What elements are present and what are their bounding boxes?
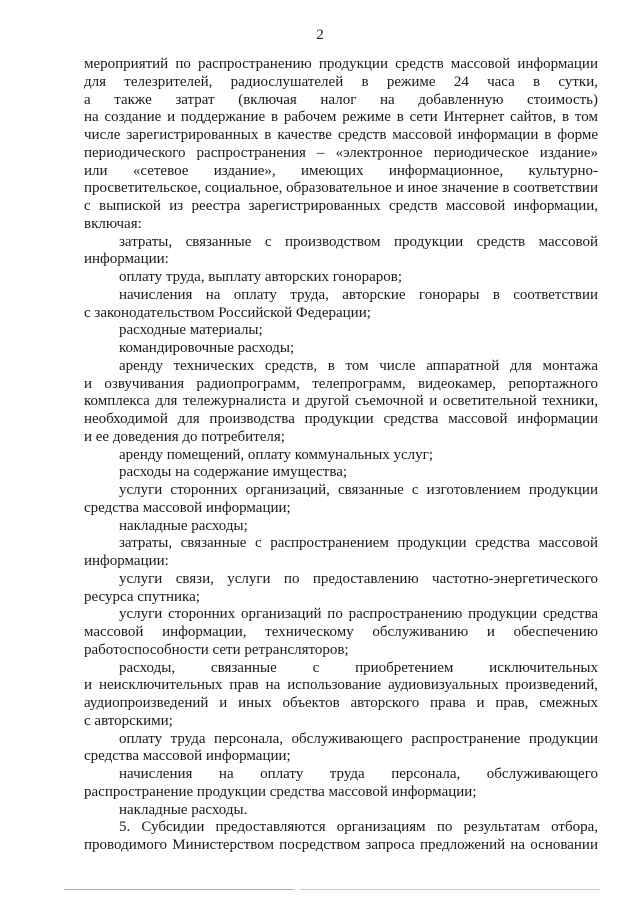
text-line: с законодательством Российской Федерации; [84, 304, 371, 321]
text-line: расходы, связанные с приобретением исключительных [119, 659, 598, 676]
text-line: с авторскими; [84, 712, 173, 729]
text-line: мероприятий по распространению продукции средств массовой информации [84, 56, 598, 72]
text-line: оплату труда, выплату авторских гонораров; [119, 269, 402, 285]
text-line: затраты, связанные с производством продукции средств массовой [119, 233, 598, 250]
text-line: услуги связи, услуги по предоставлению частотно-энергетического [119, 570, 598, 587]
text-line: расходы на содержание имущества; [119, 464, 348, 481]
text-line: распространение продукции средства массовой информации; [84, 783, 477, 800]
text-line: накладные расходы. [119, 801, 248, 818]
text-line: комплекса для тележурналиста и другой съемочной и осветительной техники, [84, 393, 598, 410]
text-line: услуги сторонних организаций по распространению продукции средства [119, 606, 598, 623]
text-line: командировочные расходы; [119, 340, 295, 356]
text-line: или «сетевое издание», имеющих информационное, культурно- [84, 162, 598, 179]
text-line: с выпиской из реестра зарегистрированных средств массовой информации, [84, 198, 598, 214]
text-line: а также затрат (включая налог на добавленную стоимость) [84, 91, 598, 108]
text-line: проводимого Министерством посредством запроса предложений на основании [84, 837, 598, 853]
text-line: накладные расходы; [119, 517, 248, 534]
text-line: аренду технических средств, в том числе аппаратной для монтажа [119, 357, 598, 374]
text-line: начисления на оплату труда персонала, обслуживающего [119, 766, 598, 782]
page-number: 2 [316, 27, 324, 43]
text-line: аренду помещений, оплату коммунальных услуг; [119, 446, 433, 463]
text-line: средства массовой информации; [84, 748, 291, 765]
text-line: услуги сторонних организаций, связанные с изготовлением продукции [119, 482, 598, 498]
text-line: включая: [84, 215, 142, 232]
text-line: просветительское, социальное, образовательное и иное значение в соответствии [84, 180, 598, 197]
text-line: необходимой для производства продукции средства массовой информации [84, 411, 598, 427]
text-line: для телезрителей, радиослушателей в режиме 24 часа в сутки, [84, 73, 598, 90]
text-line: информации: [84, 553, 169, 569]
text-line: числе зарегистрированных в качестве средств массовой информации в форме [84, 127, 598, 143]
text-line: и озвучивания радиопрограмм, телепрограмм, видеокамер, репортажного [84, 375, 598, 392]
document-body [84, 56, 598, 855]
text-line: на создание и поддержание в рабочем режиме в сети Интернет сайтов, в том [84, 109, 598, 126]
text-line: работоспособности сети ретрансляторов; [84, 641, 349, 658]
text-line: информации: [84, 251, 169, 268]
text-line: массовой информации, техническому обслуживанию и обеспечению [84, 624, 598, 640]
footer-divider-faint [300, 889, 600, 890]
text-line: ресурса спутника; [84, 588, 200, 605]
footer-divider [64, 889, 294, 890]
text-line: 5. Субсидии предоставляются организациям по результатам отбора, [119, 819, 598, 836]
text-line: периодического распространения – «электронное периодическое издание» [84, 144, 598, 161]
text-line: расходные материалы; [119, 322, 263, 339]
text-line: аудиопроизведений и иных объектов авторского права и прав, смежных [84, 695, 598, 711]
text-line: оплату труда персонала, обслуживающего распространение продукции [119, 730, 598, 747]
text-line: затраты, связанные с распространением продукции средства массовой [119, 535, 598, 552]
text-line: начисления на оплату труда, авторские гонорары в соответствии [119, 286, 598, 303]
text-line: средства массовой информации; [84, 499, 291, 516]
text-line: и неисключительных прав на использование аудиовизуальных произведений, [84, 677, 598, 694]
text-line: и ее доведения до потребителя; [84, 428, 285, 445]
